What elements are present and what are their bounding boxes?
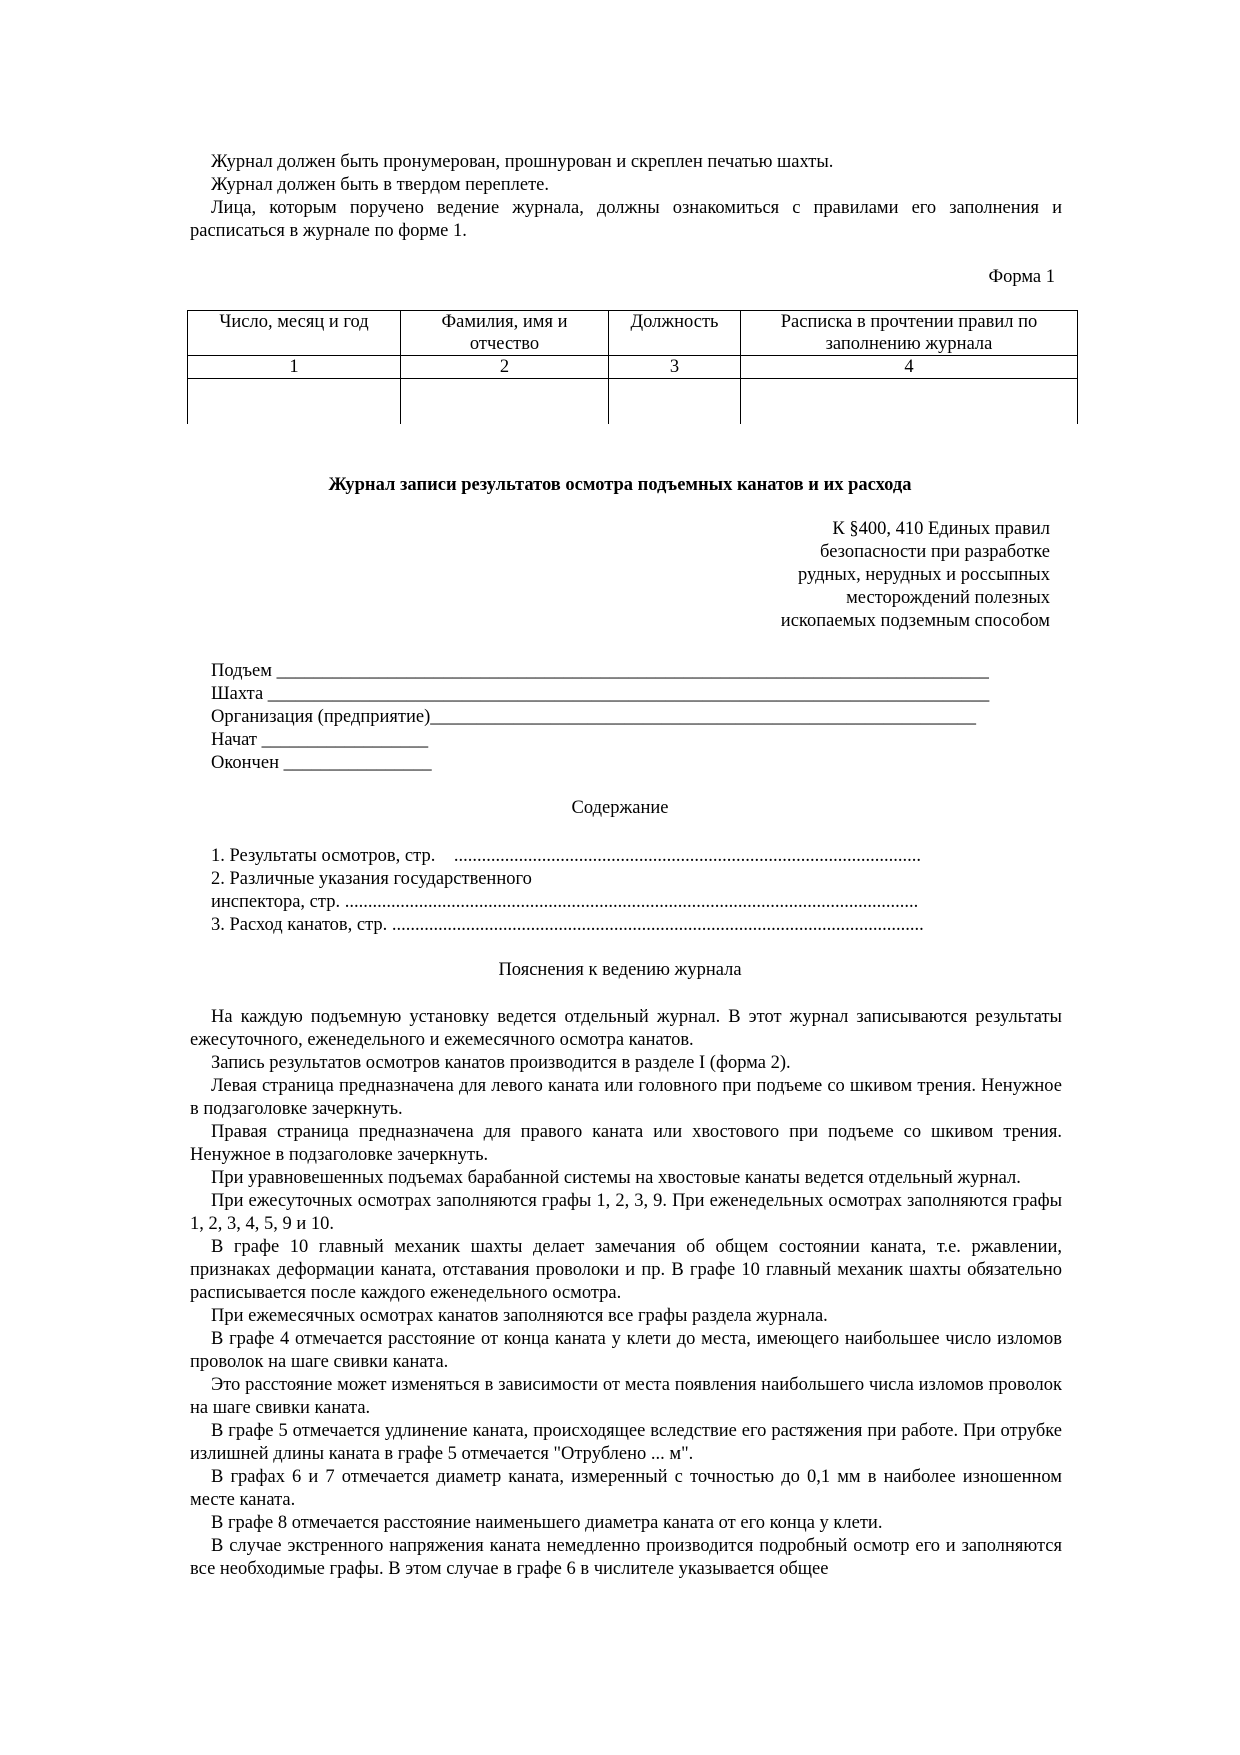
column-number: 2 [401, 356, 609, 379]
contents-item: инспектора, стр. ............................................................................................................................ [211, 892, 919, 912]
table-header-cell: Расписка в прочтении правил по заполнению журнала [741, 311, 1078, 356]
table-number-row [188, 356, 1078, 379]
column-number: 1 [188, 356, 401, 379]
explanation-paragraph: В графе 10 главный механик шахты делает замечания об общем состоянии каната, т.е. ржавлении, признаках деформации каната, отставания проволоки и пр. В графе 10 главный механик шахты обязательно расписывается после каждого еженедельного осмотра. [190, 1237, 1062, 1303]
contents-item: 1. Результаты осмотров, стр. ..................................................................................................... [211, 846, 921, 866]
form1-table [187, 310, 1078, 424]
field-lift: Подъем _____________________________________________________________________________ [211, 661, 989, 681]
reference-line: К §400, 410 Единых правил [832, 519, 1050, 539]
form1-label: Форма 1 [988, 267, 1055, 287]
reference-line: ископаемых подземным способом [780, 611, 1050, 631]
explanation-paragraph: Запись результатов осмотров канатов производится в разделе I (форма 2). [211, 1053, 791, 1073]
field-finished: Окончен ________________ [211, 753, 432, 773]
explanation-paragraph: В графе 8 отмечается расстояние наименьшего диаметра каната от его конца у клети. [211, 1513, 883, 1533]
reference-line: рудных, нерудных и россыпных [798, 565, 1050, 585]
table-header-cell: Число, месяц и год [188, 311, 401, 356]
contents-list [211, 845, 1051, 937]
explanation-paragraph: Это расстояние может изменяться в зависимости от места появления наибольшего числа изломов проволок на шаге свивки каната. [190, 1375, 1062, 1418]
table-cell [741, 379, 1078, 425]
reference-line: месторождений полезных [846, 588, 1050, 608]
intro-line: Лица, которым поручено ведение журнала, должны ознакомиться с правилами его заполнения и расписаться в журнале по форме 1. [190, 198, 1062, 241]
table-header-row [188, 311, 1078, 356]
explanation-paragraph: Правая страница предназначена для правого каната или хвостового при подъеме со шкивом трения. Ненужное в подзаголовке зачеркнуть. [190, 1122, 1062, 1165]
explanation-paragraph: Левая страница предназначена для левого каната или головного при подъеме со шкивом трения. Ненужное в подзаголовке зачеркнуть. [190, 1076, 1062, 1119]
intro-line: Журнал должен быть в твердом переплете. [211, 175, 549, 195]
explanations-title: Пояснения к ведению журнала [498, 960, 742, 980]
column-number: 4 [741, 356, 1078, 379]
contents-item: 3. Расход канатов, стр. ................................................................................................................... [211, 915, 924, 935]
explanation-paragraph: На каждую подъемную установку ведется отдельный журнал. В этот журнал записываются результаты ежесуточного, еженедельного и ежемесячного осмотра канатов. [190, 1007, 1062, 1050]
explanations-body [190, 1006, 1062, 1581]
field-organization: Организация (предприятие)___________________________________________________________ [211, 707, 977, 727]
table-header-cell: Фамилия, имя и отчество [401, 311, 609, 356]
explanation-paragraph: В графе 4 отмечается расстояние от конца каната у клети до места, имеющего наибольшее число изломов проволок на шаге свивки каната. [190, 1329, 1062, 1372]
field-mine: Шахта ______________________________________________________________________________ [211, 684, 990, 704]
explanation-paragraph: В случае экстренного напряжения каната немедленно производится подробный осмотр его и заполняются все необходимые графы. В этом случае в графе 6 в числителе указывается общее [190, 1536, 1062, 1579]
reference-line: безопасности при разработке [820, 542, 1050, 562]
table-empty-row [188, 379, 1078, 425]
table-header-cell: Должность [609, 311, 741, 356]
contents-title: Содержание [571, 798, 669, 818]
explanation-paragraph: В графе 5 отмечается удлинение каната, происходящее вследствие его растяжения при работе. При отрубке излишней длины каната в графе 5 отмечается "Отрублено ... м". [190, 1421, 1062, 1464]
fields-block [211, 660, 1061, 775]
explanation-paragraph: При уравновешенных подъемах барабанной системы на хвостовые канаты ведется отдельный журнал. [211, 1168, 1021, 1188]
table-cell [401, 379, 609, 425]
explanation-paragraph: При ежемесячных осмотрах канатов заполняются все графы раздела журнала. [211, 1306, 828, 1326]
explanation-paragraph: В графах 6 и 7 отмечается диаметр каната, измеренный с точностью до 0,1 мм в наиболее изношенном месте каната. [190, 1467, 1062, 1510]
table-cell [609, 379, 741, 425]
contents-item: 2. Различные указания государственного [211, 869, 532, 889]
column-number: 3 [609, 356, 741, 379]
reference-block [700, 518, 1050, 633]
journal-title: Журнал записи результатов осмотра подъемных канатов и их расхода [328, 475, 912, 495]
explanation-paragraph: При ежесуточных осмотрах заполняются графы 1, 2, 3, 9. При еженедельных осмотрах заполняются графы 1, 2, 3, 4, 5, 9 и 10. [190, 1191, 1062, 1234]
intro-line: Журнал должен быть пронумерован, прошнурован и скреплен печатью шахты. [211, 152, 834, 172]
intro-block [190, 151, 1062, 243]
field-started: Начат __________________ [211, 730, 429, 750]
table-cell [188, 379, 401, 425]
